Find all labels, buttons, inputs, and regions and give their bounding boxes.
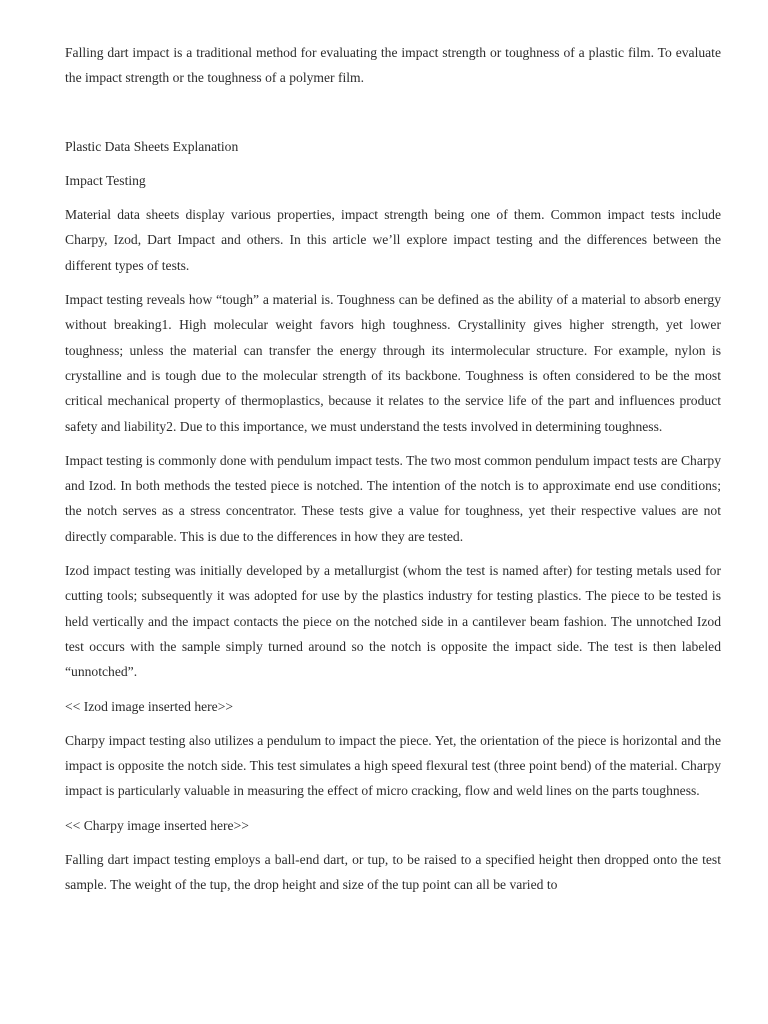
paragraph-charpy: Charpy impact testing also utilizes a pendulum to impact the piece. Yet, the orientation of the piece is horizontal and the impact is opposite the notch side. This test simulates a high speed flexural test (three point bend) of the material. Charpy impact is particularly valuable in measuring the effect of micro cracking, flow and weld lines on the parts toughness. bbox=[65, 732, 721, 799]
paragraph-toughness: Impact testing reveals how “tough” a material is. Toughness can be defined as the ability of a material to absorb energy without breaking1. High molecular weight favors high toughness. Crystallinity gives higher strength, yet lower toughness; unless the material can transfer the energy through its intermolecular structure. For example, nylon is crystalline and is tough due to the molecular strength of its backbone. Toughness is often considered to be the most critical mechanical property of thermoplastics, because it relates to the service life of the part and influences product safety and liability2. Due to this importance, we must understand the tests involved in determining toughness. bbox=[65, 292, 721, 434]
paragraph-falling-dart: Falling dart impact testing employs a ball-end dart, or tup, to be raised to a specified height then dropped onto the test sample. The weight of the tup, the drop height and size of the tup point can all be varied to bbox=[65, 852, 721, 893]
paragraph-material-data-sheets: Material data sheets display various properties, impact strength being one of them. Common impact tests include Charpy, Izod, Dart Impact and others. In this article we’ll explore impact testing and the differences between the different types of tests. bbox=[65, 207, 721, 273]
charpy-image-placeholder: << Charpy image inserted here>> bbox=[65, 817, 249, 833]
paragraph-izod: Izod impact testing was initially developed by a metallurgist (whom the test is named after) for testing metals used for cutting tools; subsequently it was adopted for use by the plastics industry for testing plastics. The piece to be tested is held vertically and the impact contacts the piece on the notched side in a cantilever beam fashion. The unnotched Izod test occurs with the sample simply turned around so the notch is opposite the impact side. The test is then labeled “unnotched”. bbox=[65, 563, 721, 680]
document-body bbox=[65, 40, 721, 907]
paragraph-pendulum-tests: Impact testing is commonly done with pendulum impact tests. The two most common pendulum impact tests are Charpy and Izod. In both methods the tested piece is notched. The intention of the notch is to approximate end use conditions; the notch serves as a stress concentrator. These tests give a value for toughness, yet their respective values are not directly comparable. This is due to the differences in how they are tested. bbox=[65, 452, 721, 544]
izod-image-placeholder: << Izod image inserted here>> bbox=[65, 698, 234, 714]
heading-plastic-data-sheets: Plastic Data Sheets Explanation bbox=[65, 138, 239, 154]
heading-impact-testing: Impact Testing bbox=[65, 172, 146, 188]
intro-paragraph: Falling dart impact is a traditional method for evaluating the impact strength or toughness of a plastic film. To evaluate the impact strength or the toughness of a polymer film. bbox=[65, 45, 721, 86]
